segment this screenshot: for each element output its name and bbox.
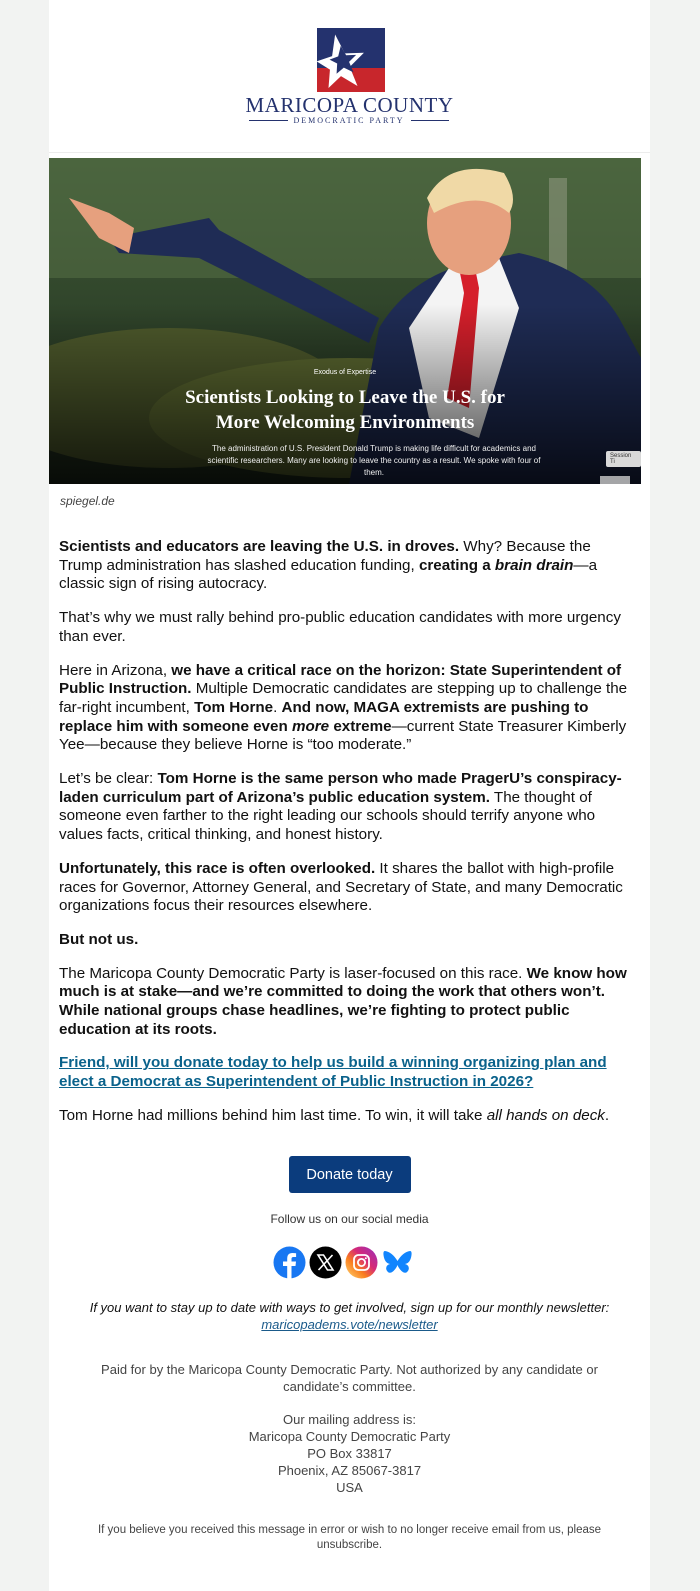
p4-bold-1: Tom Horne is the same person who made PragerU’s conspiracy-laden curriculum part of Arizona’s public education system. bbox=[59, 770, 622, 806]
hero-description: The administration of U.S. President Donald Trump is making life difficult for academics and scientific researchers. Many are looking to leave the country as a result. We spoke with four of them. bbox=[207, 444, 541, 477]
bluesky-icon[interactable] bbox=[381, 1246, 414, 1279]
hero-title-line1: Scientists Looking to Leave the U.S. for bbox=[185, 387, 505, 408]
newsletter-link[interactable]: maricopadems.vote/newsletter bbox=[261, 1317, 438, 1332]
p3-text-3: . bbox=[273, 698, 282, 716]
mailing-address bbox=[49, 1411, 650, 1496]
p8-italic: all hands on deck bbox=[486, 1106, 605, 1124]
p4-text-2: The thought of someone even farther to the right leading our schools should terrify anyone who values facts, critical thinking, and honest history. bbox=[59, 788, 596, 844]
follow-social-text: Follow us on our social media bbox=[270, 1212, 429, 1226]
email-body bbox=[59, 538, 631, 1141]
hero-title-line2: More Welcoming Environments bbox=[215, 412, 475, 433]
p3-bold-4: extreme bbox=[329, 717, 392, 735]
paragraph-5 bbox=[59, 860, 631, 916]
paragraph-cta bbox=[59, 1054, 631, 1091]
email-container bbox=[49, 0, 650, 1591]
p3-bold-1: we have a critical race on the horizon: State Superintendent of Public Instruction. bbox=[59, 661, 622, 698]
paragraph-8 bbox=[59, 1107, 631, 1126]
donate-button[interactable]: Donate today bbox=[289, 1156, 411, 1193]
p3-text-1: Here in Arizona, bbox=[59, 661, 172, 679]
hero-title bbox=[49, 385, 641, 435]
p3-text-4: —current State Treasurer Kimberly Yee—because they believe Horne is “too moderate.” bbox=[59, 717, 627, 754]
p7-bold-1: We know how much is at stake—and we’re committed to doing the work that others won’t. While national groups chase headlines, we’re fighting to protect public education at its roots. bbox=[59, 964, 627, 1038]
p1-bold-1: Scientists and educators are leaving the U.S. in droves. bbox=[59, 538, 460, 555]
paragraph-2: That’s why we must rally behind pro-public education candidates with more urgency than ever. bbox=[59, 609, 621, 645]
logo-subtitle: DEMOCRATIC PARTY bbox=[293, 116, 405, 125]
p1-text-1: Why? Because the Trump administration has slashed education funding, bbox=[59, 538, 591, 574]
newsletter-text: If you want to stay up to date with ways to get involved, sign up for our monthly newsletter: bbox=[89, 1300, 610, 1315]
address-heading: Our mailing address is: bbox=[283, 1412, 416, 1427]
x-icon[interactable] bbox=[309, 1246, 342, 1279]
p8-text-2: . bbox=[604, 1106, 610, 1124]
logo-subtitle-row bbox=[249, 116, 449, 125]
p3-bold-2: Tom Horne bbox=[194, 698, 274, 716]
social-icons-row bbox=[273, 1246, 414, 1279]
instagram-icon[interactable] bbox=[345, 1246, 378, 1279]
address-line-4: USA bbox=[336, 1480, 363, 1495]
facebook-icon[interactable] bbox=[273, 1246, 306, 1279]
p4-text-1: Let’s be clear: bbox=[59, 770, 158, 788]
logo-rule-left bbox=[249, 120, 288, 121]
logo-wordmark: MARICOPA COUNTY bbox=[245, 93, 454, 117]
p5-text-1: It shares the ballot with high-profile races for Governor, Attorney General, and Secretary of State, and many Democratic organizations focus their resources elsewhere. bbox=[59, 859, 623, 915]
hero-photo-illustration bbox=[49, 158, 641, 484]
p3-bold-3: And now, MAGA extremists are pushing to replace him with someone even bbox=[59, 698, 589, 735]
paragraph-3 bbox=[59, 662, 631, 756]
paragraph-1 bbox=[59, 538, 631, 594]
p7-text-1: The Maricopa County Democratic Party is laser-focused on this race. bbox=[59, 964, 527, 982]
p3-text-2: Multiple Democratic candidates are stepping up to challenge the far-right incumbent, bbox=[59, 680, 628, 716]
paragraph-7 bbox=[59, 965, 631, 1040]
address-line-3: Phoenix, AZ 85067-3817 bbox=[277, 1463, 422, 1478]
address-line-1: Maricopa County Democratic Party bbox=[248, 1429, 451, 1444]
p1-bold-italic: brain drain bbox=[494, 556, 574, 574]
p6-bold: But not us. bbox=[59, 930, 139, 948]
paid-for-disclaimer: Paid for by the Maricopa County Democratic Party. Not authorized by any candidate or candidate’s committee. bbox=[101, 1362, 598, 1394]
newsletter-note bbox=[89, 1299, 610, 1333]
p5-bold-1: Unfortunately, this race is often overlooked. bbox=[59, 859, 376, 877]
hero-image[interactable] bbox=[49, 158, 641, 484]
p1-bold-2: creating a bbox=[418, 556, 495, 574]
paragraph-4 bbox=[59, 770, 631, 845]
address-line-2: PO Box 33817 bbox=[307, 1446, 392, 1461]
logo-rule-right bbox=[411, 120, 450, 121]
donate-button-wrap bbox=[49, 1156, 650, 1193]
paragraph-6 bbox=[59, 931, 631, 950]
image-caption: spiegel.de bbox=[60, 494, 115, 508]
p1-text-2: —a classic sign of rising autocracy. bbox=[59, 556, 598, 593]
header-logo-area bbox=[49, 0, 650, 153]
party-logo-icon bbox=[317, 28, 385, 92]
unsubscribe-note[interactable]: If you believe you received this message in error or wish to no longer receive email from us, please unsubscribe. bbox=[97, 1524, 602, 1551]
donate-cta-link[interactable]: Friend, will you donate today to help us build a winning organizing plan and elect a Democrat as Superintendent of Public Instruction in 2026? bbox=[59, 1054, 607, 1091]
p3-bold-italic: more bbox=[291, 717, 330, 735]
p8-text-1: Tom Horne had millions behind him last time. To win, it will take bbox=[59, 1106, 487, 1124]
hero-session-badge: Session Ti bbox=[606, 451, 641, 467]
hero-kicker: Exodus of Expertise bbox=[313, 369, 377, 376]
